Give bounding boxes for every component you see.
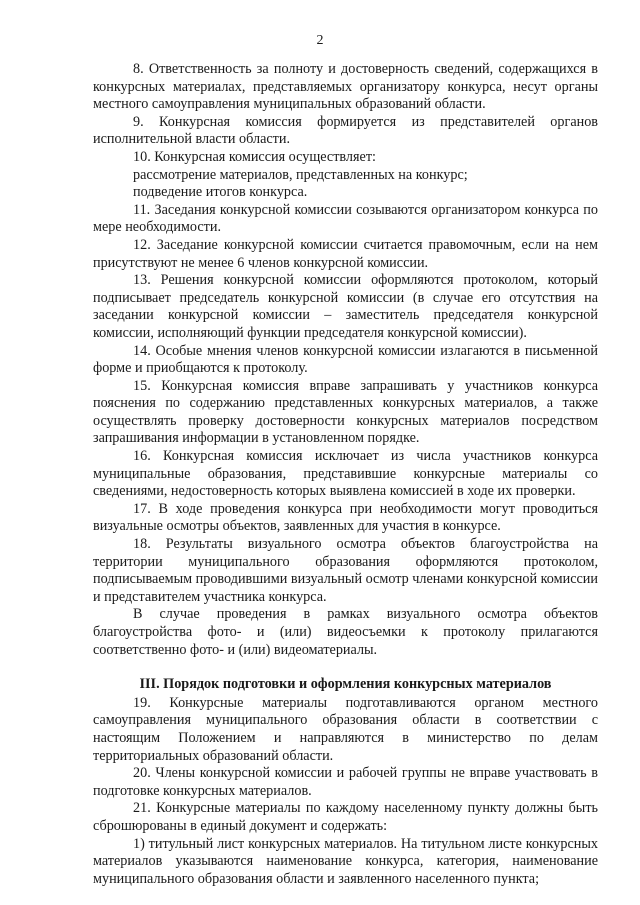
paragraph-16: 16. Конкурсная комиссия исключает из числа участников конкурса муниципальные образования, представившие конкурсные материалы со сведениями, недостоверность которых выявлена комиссией в ходе их проверки. [93,448,598,500]
paragraph-12: 12. Заседание конкурсной комиссии считается правомочным, если на нем присутствуют не менее 6 членов конкурсной комиссии. [93,236,598,271]
document-body [93,61,598,888]
section-heading: III. Порядок подготовки и оформления конкурсных материалов [139,676,552,693]
paragraph-18-continuation: В случае проведения в рамках визуального осмотра объектов благоустройства фото- и (или) видеосъемки к протоколу прилагаются соответственно фото- и (или) видеоматериалы. [93,606,598,658]
paragraph-20: 20. Члены конкурсной комиссии и рабочей группы не вправе участвовать в подготовке конкурсных материалов. [93,765,598,799]
paragraph-15: 15. Конкурсная комиссия вправе запрашивать у участников конкурса пояснения по содержанию представленных конкурсных материалов, а также осуществлять проверку достоверности конкурсных материалов посредством запрашивания информации в установленном порядке. [93,377,598,447]
paragraph-18: 18. Результаты визуального осмотра объектов благоустройства на территории муниципального образования оформляются протоколом, подписываемым проводившими визуальный осмотр членами конкурсной комиссии и представителем участника конкурса. [93,536,598,605]
paragraph-8: 8. Ответственность за полноту и достоверность сведений, содержащихся в конкурсных материалах, представляемых организатору конкурса, несут органы местного самоуправления муниципальных образований области. [93,61,598,113]
paragraph-14: 14. Особые мнения членов конкурсной комиссии излагаются в письменной форме и приобщаются к протоколу. [93,342,598,377]
paragraph-21: 21. Конкурсные материалы по каждому населенному пункту должны быть сброшюрованы в единый документ и содержать: [93,800,598,834]
paragraph-11: 11. Заседания конкурсной комиссии созываются организатором конкурса по мере необходимости. [93,201,598,236]
paragraph-10-item-2: подведение итогов конкурса. [133,184,308,201]
paragraph-9: 9. Конкурсная комиссия формируется из представителей органов исполнительной власти области. [93,113,598,148]
paragraph-10-item-1: рассмотрение материалов, представленных на конкурс; [133,166,468,183]
paragraph-21-item-1: 1) титульный лист конкурсных материалов. На титульном листе конкурсных материалов указываются наименование конкурса, категория, наименование муниципального образования области и заявленного населенного пункта; [93,835,598,887]
paragraph-17: 17. В ходе проведения конкурса при необходимости могут проводиться визуальные осмотры объектов, заявленных для участия в конкурсе. [93,500,598,535]
paragraph-19: 19. Конкурсные материалы подготавливаются органом местного самоуправления муниципального образования области в соответствии с настоящим Положением и направляются в министерство по делам территориальных образований области. [93,694,598,764]
page-number: 2 [316,33,324,48]
paragraph-10: 10. Конкурсная комиссия осуществляет: [133,148,376,165]
paragraph-13: 13. Решения конкурсной комиссии оформляются протоколом, который подписывает председатель конкурсной комиссии (в случае его отсутствия на заседании конкурсной комиссии – заместитель председателя конкурсной комиссии, исполняющий функции председателя конкурсной комиссии). [93,272,598,341]
